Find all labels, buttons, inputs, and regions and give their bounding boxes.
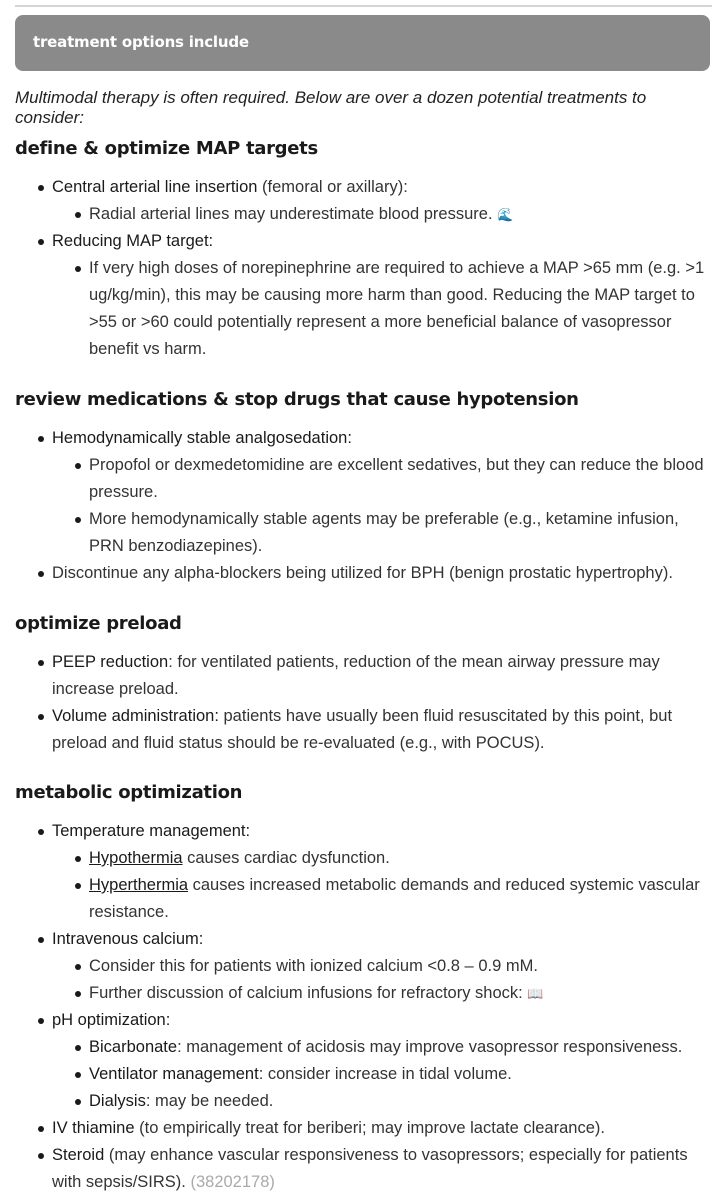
item-bold: Bicarbonate bbox=[89, 1038, 178, 1056]
section-map-targets bbox=[15, 174, 712, 363]
item-text: : bbox=[245, 822, 251, 840]
item-text: : bbox=[165, 1011, 171, 1029]
pubmed-citation-link[interactable]: (38202178) bbox=[190, 1173, 275, 1191]
list-item bbox=[52, 201, 712, 228]
item-bold: Central arterial line insertion bbox=[52, 178, 258, 196]
item-text: : bbox=[198, 930, 204, 948]
heading-optimize-preload: optimize preload bbox=[15, 613, 182, 634]
item-bold: IV thiamine bbox=[52, 1119, 135, 1137]
wave-icon[interactable]: 🌊 bbox=[497, 207, 514, 222]
item-text: causes cardiac dysfunction. bbox=[182, 849, 390, 867]
list-item bbox=[15, 228, 712, 363]
list-item bbox=[15, 1007, 712, 1115]
list-item bbox=[15, 174, 712, 228]
hypothermia-link[interactable]: Hypothermia bbox=[89, 849, 183, 867]
item-bold: pH optimization bbox=[52, 1011, 166, 1029]
item-bold: Hemodynamically stable analgosedation bbox=[52, 429, 348, 447]
item-text: More hemodynamically stable agents may be preferable (e.g., ketamine infusion, PRN benzodiazepines). bbox=[89, 510, 679, 555]
item-bold: Dialysis bbox=[89, 1092, 146, 1110]
list-item bbox=[52, 1088, 712, 1115]
item-text: (femoral or axillary): bbox=[257, 178, 408, 196]
item-bold: Steroid bbox=[52, 1146, 105, 1164]
item-text: Radial arterial lines may underestimate blood pressure. bbox=[89, 205, 493, 223]
list-item bbox=[52, 953, 712, 980]
top-divider bbox=[15, 5, 712, 7]
section-review-medications bbox=[15, 425, 712, 587]
item-bold: Volume administration: bbox=[52, 707, 219, 725]
item-text: Further discussion of calcium infusions for refractory shock: bbox=[89, 984, 528, 1002]
list-item bbox=[15, 818, 712, 926]
list-item bbox=[52, 506, 712, 560]
list-item bbox=[52, 1061, 712, 1088]
heading-review-medications: review medications & stop drugs that cause hypotension bbox=[15, 389, 579, 410]
banner-title: treatment options include bbox=[33, 33, 249, 51]
item-text: (may enhance vascular responsiveness to vasopressors; especially for patients with sepsis/SIRS). bbox=[52, 1146, 688, 1191]
item-bold: Ventilator management bbox=[89, 1065, 259, 1083]
list-item bbox=[52, 845, 712, 872]
heading-metabolic-optimization: metabolic optimization bbox=[15, 782, 243, 803]
item-text: : management of acidosis may improve vasopressor responsiveness. bbox=[177, 1038, 683, 1056]
item-text: Consider this for patients with ionized calcium <0.8 – 0.9 mM. bbox=[89, 957, 538, 975]
list-item bbox=[52, 980, 712, 1007]
item-text: : for ventilated patients, reduction of the mean airway pressure may increase preload. bbox=[52, 653, 660, 698]
list-item bbox=[15, 1142, 712, 1196]
item-text: Discontinue any alpha-blockers being utilized for BPH (benign prostatic hypertrophy). bbox=[52, 564, 673, 582]
list-item bbox=[15, 926, 712, 1007]
hyperthermia-link[interactable]: Hyperthermia bbox=[89, 876, 189, 894]
item-text: causes increased metabolic demands and reduced systemic vascular resistance. bbox=[89, 876, 700, 921]
intro-text: Multimodal therapy is often required. Below are over a dozen potential treatments to consider: bbox=[15, 88, 647, 127]
list-item bbox=[15, 649, 712, 703]
list-item bbox=[52, 1034, 712, 1061]
list-item bbox=[52, 872, 712, 926]
section-metabolic-optimization bbox=[15, 818, 712, 1196]
item-text: : bbox=[347, 429, 352, 447]
list-item bbox=[52, 452, 712, 506]
item-bold: Temperature management bbox=[52, 822, 246, 840]
section-optimize-preload bbox=[15, 649, 712, 757]
item-bold: Intravenous calcium bbox=[52, 930, 199, 948]
item-text: patients have usually been fluid resuscitated by this point, but preload and fluid status should be re-evaluated (e.g., with POCUS). bbox=[52, 707, 673, 752]
list-item bbox=[15, 425, 712, 560]
item-text: If very high doses of norepinephrine are required to achieve a MAP >65 mm (e.g. >1 ug/kg/min), this may be causing more harm than good. Reducing the MAP target to >55 or >60 could potentially represent a more beneficial balance of vasopressor benefit vs harm. bbox=[89, 259, 705, 358]
heading-map-targets: define & optimize MAP targets bbox=[15, 138, 318, 159]
item-text: (to empirically treat for beriberi; may improve lactate clearance). bbox=[134, 1119, 605, 1137]
list-item bbox=[15, 703, 712, 757]
list-item bbox=[15, 560, 712, 587]
item-bold: Reducing MAP target bbox=[52, 232, 209, 250]
item-text: Propofol or dexmedetomidine are excellent sedatives, but they can reduce the blood pressure. bbox=[89, 456, 704, 501]
item-bold: PEEP reduction bbox=[52, 653, 169, 671]
book-icon[interactable]: 📖 bbox=[527, 986, 544, 1001]
item-text: : consider increase in tidal volume. bbox=[258, 1065, 512, 1083]
item-text: : bbox=[208, 232, 214, 250]
list-item bbox=[52, 255, 712, 363]
list-item bbox=[15, 1115, 712, 1142]
section-banner[interactable] bbox=[15, 15, 710, 71]
item-text: : may be needed. bbox=[145, 1092, 274, 1110]
